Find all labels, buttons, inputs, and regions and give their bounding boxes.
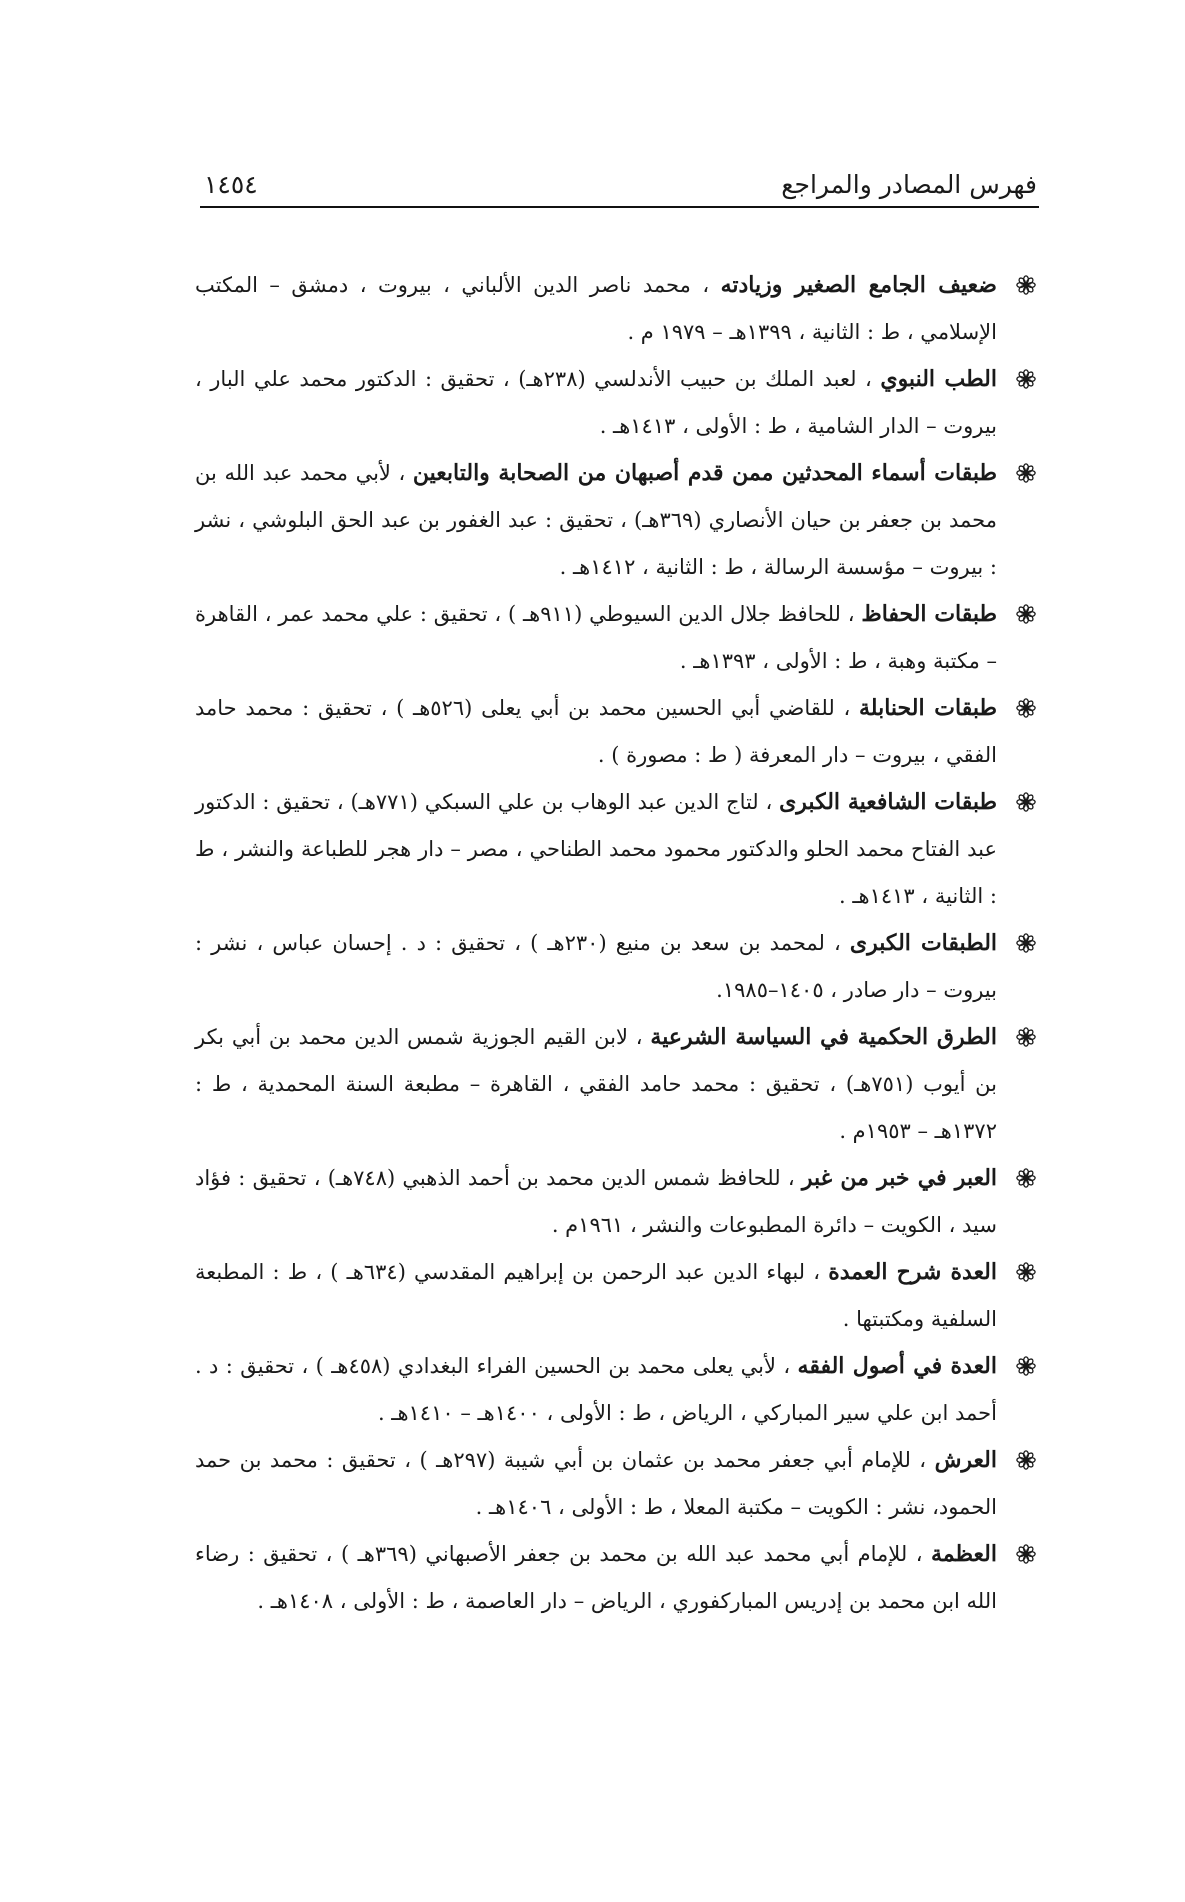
bibliography-entry: [195, 1155, 1037, 1249]
entry-text: ، لمحمد بن سعد بن منيع (٢٣٠هـ ) ، تحقيق : د . إحسان عباس ، نشر : بيروت – دار صادر ، ١٤٠٥–١٩٨٥.: [195, 931, 997, 1002]
flower-rosette-icon: [1015, 932, 1037, 954]
entry-title: طبقات أسماء المحدثين ممن قدم أصبهان من الصحابة والتابعين: [412, 460, 997, 486]
bibliography-entry: [195, 920, 1037, 1014]
bibliography-entry: [195, 779, 1037, 920]
bibliography-entry: [195, 1249, 1037, 1343]
entry-title: الطب النبوي: [880, 366, 997, 392]
entry-text: ، للإمام أبي محمد عبد الله بن محمد بن جعفر الأصبهاني (٣٦٩هـ ) ، تحقيق : رضاء الله ابن محمد بن إدريس المباركفوري ، الرياض – دار العاصمة ، ط : الأولى ، ١٤٠٨هـ .: [195, 1542, 997, 1613]
bibliography-entry: [195, 262, 1037, 356]
entry-title: العظمة: [931, 1541, 997, 1567]
flower-rosette-icon: [1015, 603, 1037, 625]
flower-rosette-icon: [1015, 1261, 1037, 1283]
running-title: فهرس المصادر والمراجع: [781, 170, 1037, 199]
entry-text: ، للحافظ شمس الدين محمد بن أحمد الذهبي (٧٤٨هـ) ، تحقيق : فؤاد سيد ، الكويت – دائرة المطبوعات والنشر ، ١٩٦١م .: [195, 1166, 997, 1237]
entry-title: العرش: [934, 1447, 997, 1473]
entry-text: ، للإمام أبي جعفر محمد بن عثمان بن أبي شيبة (٢٩٧هـ ) ، تحقيق : محمد بن حمد الحمود، نشر : الكويت – مكتبة المعلا ، ط : الأولى ، ١٤٠٦هـ .: [195, 1448, 997, 1519]
flower-rosette-icon: [1015, 1167, 1037, 1189]
flower-rosette-icon: [1015, 1355, 1037, 1377]
flower-rosette-icon: [1015, 274, 1037, 296]
entry-title: الطرق الحكمية في السياسة الشرعية: [650, 1024, 997, 1050]
entry-title: العدة في أصول الفقه: [797, 1353, 997, 1379]
flower-rosette-icon: [1015, 697, 1037, 719]
flower-rosette-icon: [1015, 1026, 1037, 1048]
entry-text: ، للقاضي أبي الحسين محمد بن أبي يعلى (٥٢٦هـ ) ، تحقيق : محمد حامد الفقي ، بيروت – دار المعرفة ( ط : مصورة ) .: [195, 696, 997, 767]
flower-rosette-icon: [1015, 1543, 1037, 1565]
bibliography-entry: [195, 1437, 1037, 1531]
entry-title: العدة شرح العمدة: [828, 1259, 997, 1285]
bibliography-entry: [195, 356, 1037, 450]
page-number: ١٤٥٤: [204, 170, 258, 199]
bibliography-entry: [195, 591, 1037, 685]
entry-text: ، لعبد الملك بن حبيب الأندلسي (٢٣٨هـ) ، تحقيق : الدكتور محمد علي البار ، بيروت – الدار الشامية ، ط : الأولى ، ١٤١٣هـ .: [195, 367, 997, 438]
bibliography-entry: [195, 1531, 1037, 1625]
entry-title: طبقات الحفاظ: [861, 601, 998, 627]
entry-text: ، لأبي يعلى محمد بن الحسين الفراء البغدادي (٤٥٨هـ ) ، تحقيق : د . أحمد ابن علي سير المباركي ، الرياض ، ط : الأولى ، ١٤٠٠هـ – ١٤١٠هـ .: [195, 1354, 997, 1425]
flower-rosette-icon: [1015, 791, 1037, 813]
entry-title: العبر في خبر من غبر: [801, 1165, 998, 1191]
entry-title: طبقات الحنابلة: [859, 695, 997, 721]
entry-text: ، لابن القيم الجوزية شمس الدين محمد بن أبي بكر بن أيوب (٧٥١هـ) ، تحقيق : محمد حامد الفقي ، القاهرة – مطبعة السنة المحمدية ، ط : ١٣٧٢هـ – ١٩٥٣م .: [195, 1025, 997, 1143]
flower-rosette-icon: [1015, 462, 1037, 484]
bibliography-entry: [195, 450, 1037, 591]
flower-rosette-icon: [1015, 368, 1037, 390]
entry-text: ، محمد ناصر الدين الألباني ، بيروت ، دمشق – المكتب الإسلامي ، ط : الثانية ، ١٣٩٩هـ – ١٩٧٩ م .: [195, 273, 997, 344]
entry-text: ، لأبي محمد عبد الله بن محمد بن جعفر بن حيان الأنصاري (٣٦٩هـ) ، تحقيق : عبد الغفور بن عبد الحق البلوشي ، نشر : بيروت – مؤسسة الرسالة ، ط : الثانية ، ١٤١٢هـ .: [195, 461, 997, 579]
bibliography-entry: [195, 1343, 1037, 1437]
entry-title: ضعيف الجامع الصغير وزيادته: [720, 272, 997, 298]
entry-title: طبقات الشافعية الكبرى: [779, 789, 997, 815]
entry-title: الطبقات الكبرى: [849, 930, 998, 956]
flower-rosette-icon: [1015, 1449, 1037, 1471]
entry-text: ، لتاج الدين عبد الوهاب بن علي السبكي (٧٧١هـ) ، تحقيق : الدكتور عبد الفتاح محمد الحلو والدكتور محمود محمد الطناحي ، مصر – دار هجر للطباعة والنشر ، ط : الثانية ، ١٤١٣هـ .: [195, 790, 997, 908]
header-rule: [200, 206, 1039, 208]
running-head: [200, 168, 1037, 208]
bibliography-entry: [195, 1014, 1037, 1155]
bibliography-entry: [195, 685, 1037, 779]
entry-text: ، لبهاء الدين عبد الرحمن بن إبراهيم المقدسي (٦٣٤هـ ) ، ط : المطبعة السلفية ومكتبتها .: [195, 1260, 997, 1331]
bibliography-list: [195, 262, 1037, 1625]
entry-text: ، للحافظ جلال الدين السيوطي (٩١١هـ ) ، تحقيق : علي محمد عمر ، القاهرة – مكتبة وهبة ، ط : الأولى ، ١٣٩٣هـ .: [195, 602, 997, 673]
